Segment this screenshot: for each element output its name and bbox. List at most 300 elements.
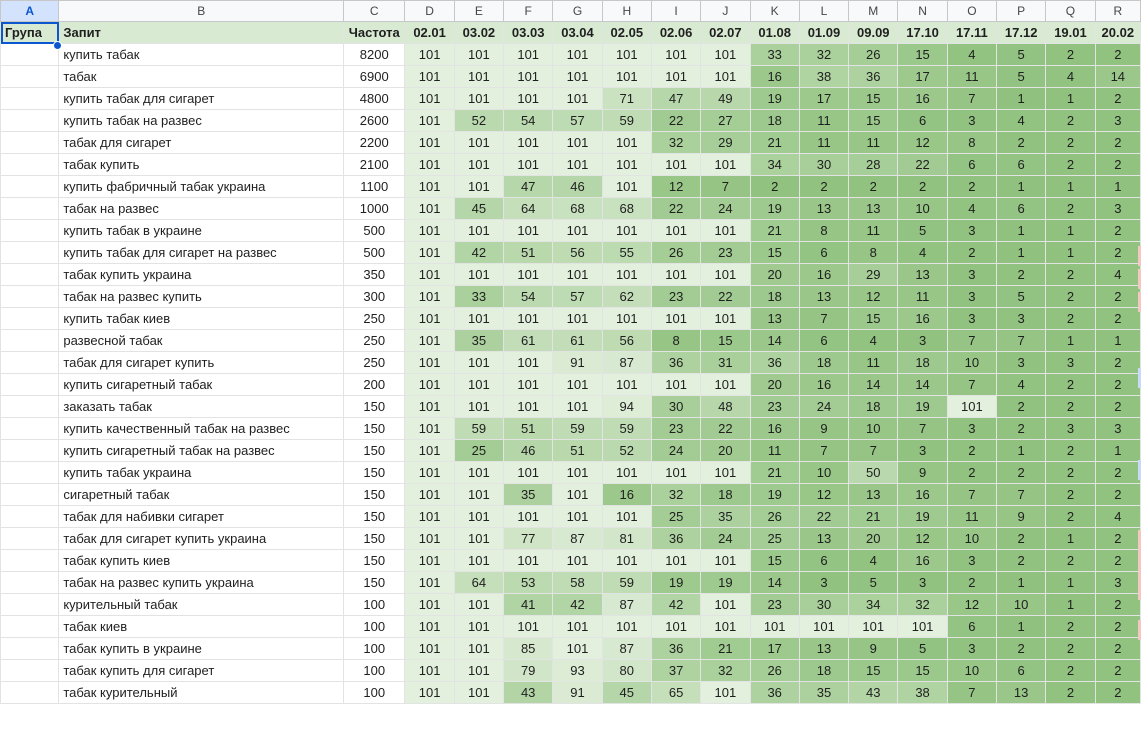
column-header-j[interactable]: J [701,1,750,22]
position-cell[interactable]: 3 [947,418,996,440]
position-cell[interactable]: 42 [553,594,602,616]
position-cell[interactable]: 10 [997,594,1046,616]
position-cell[interactable]: 10 [799,462,848,484]
position-cell[interactable]: 55 [602,242,651,264]
position-cell[interactable]: 12 [898,528,947,550]
position-cell[interactable]: 1 [997,88,1046,110]
position-cell[interactable]: 27 [701,110,750,132]
date-header-cell[interactable]: 17.12 [997,22,1046,44]
position-cell[interactable]: 16 [898,88,947,110]
position-cell[interactable]: 13 [849,484,898,506]
position-cell[interactable]: 10 [947,352,996,374]
position-cell[interactable]: 3 [947,550,996,572]
position-cell[interactable]: 87 [602,638,651,660]
position-cell[interactable]: 32 [898,594,947,616]
position-cell[interactable]: 20 [750,374,799,396]
position-cell[interactable]: 1 [997,242,1046,264]
position-cell[interactable]: 101 [405,44,454,66]
group-cell[interactable] [1,308,59,330]
date-header-cell[interactable]: 01.08 [750,22,799,44]
position-cell[interactable]: 1 [1046,220,1095,242]
query-cell[interactable]: купить качественный табак на развес [59,418,344,440]
frequency-cell[interactable]: 150 [344,528,405,550]
position-cell[interactable]: 101 [405,110,454,132]
position-cell[interactable]: 3 [947,220,996,242]
frequency-cell[interactable]: 100 [344,616,405,638]
position-cell[interactable]: 8 [849,242,898,264]
position-cell[interactable]: 101 [504,550,553,572]
position-cell[interactable]: 101 [898,616,947,638]
frequency-cell[interactable]: 100 [344,660,405,682]
group-cell[interactable] [1,484,59,506]
position-cell[interactable]: 101 [701,594,750,616]
group-cell[interactable] [1,440,59,462]
position-cell[interactable]: 4 [947,44,996,66]
position-cell[interactable]: 32 [651,132,700,154]
group-cell[interactable] [1,594,59,616]
position-cell[interactable]: 101 [405,528,454,550]
position-cell[interactable]: 77 [504,528,553,550]
position-cell[interactable]: 101 [701,66,750,88]
position-cell[interactable]: 45 [454,198,503,220]
position-cell[interactable]: 101 [553,66,602,88]
query-cell[interactable]: купить сигаретный табак на развес [59,440,344,462]
position-cell[interactable]: 101 [454,88,503,110]
position-cell[interactable]: 34 [750,154,799,176]
position-cell[interactable]: 13 [799,198,848,220]
position-cell[interactable]: 23 [651,286,700,308]
position-cell[interactable]: 61 [553,330,602,352]
position-cell[interactable]: 9 [799,418,848,440]
position-cell[interactable]: 101 [405,198,454,220]
position-cell[interactable]: 11 [799,110,848,132]
frequency-cell[interactable]: 150 [344,462,405,484]
position-cell[interactable]: 101 [651,374,700,396]
position-cell[interactable]: 101 [405,264,454,286]
position-cell[interactable]: 101 [651,154,700,176]
position-cell[interactable]: 2 [1095,396,1140,418]
position-cell[interactable]: 101 [553,264,602,286]
query-cell[interactable]: купить фабричный табак украина [59,176,344,198]
position-cell[interactable]: 52 [602,440,651,462]
position-cell[interactable]: 51 [504,418,553,440]
position-cell[interactable]: 2 [1095,286,1140,308]
position-cell[interactable]: 7 [799,308,848,330]
group-cell[interactable] [1,176,59,198]
position-cell[interactable]: 2 [1046,462,1095,484]
position-cell[interactable]: 22 [651,110,700,132]
position-cell[interactable]: 7 [849,440,898,462]
position-cell[interactable]: 101 [405,418,454,440]
query-cell[interactable]: табак для сигарет купить украина [59,528,344,550]
position-cell[interactable]: 101 [504,396,553,418]
position-cell[interactable]: 101 [405,66,454,88]
position-cell[interactable]: 101 [651,308,700,330]
position-cell[interactable]: 101 [553,88,602,110]
position-cell[interactable]: 38 [799,66,848,88]
position-cell[interactable]: 19 [651,572,700,594]
position-cell[interactable]: 2 [849,176,898,198]
position-cell[interactable]: 101 [454,352,503,374]
position-cell[interactable]: 6 [799,550,848,572]
position-cell[interactable]: 101 [651,462,700,484]
position-cell[interactable]: 7 [947,374,996,396]
position-cell[interactable]: 5 [997,44,1046,66]
position-cell[interactable]: 35 [799,682,848,704]
position-cell[interactable]: 35 [504,484,553,506]
position-cell[interactable]: 65 [651,682,700,704]
position-cell[interactable]: 24 [651,440,700,462]
position-cell[interactable]: 101 [405,176,454,198]
position-cell[interactable]: 59 [553,418,602,440]
position-cell[interactable]: 19 [898,506,947,528]
date-header-cell[interactable]: 01.09 [799,22,848,44]
position-cell[interactable]: 12 [947,594,996,616]
position-cell[interactable]: 21 [701,638,750,660]
group-cell[interactable] [1,550,59,572]
position-cell[interactable]: 101 [602,550,651,572]
position-cell[interactable]: 87 [602,594,651,616]
position-cell[interactable]: 62 [602,286,651,308]
position-cell[interactable]: 87 [553,528,602,550]
position-cell[interactable]: 3 [1095,418,1140,440]
frequency-cell[interactable]: 2100 [344,154,405,176]
column-header-f[interactable]: F [504,1,553,22]
frequency-cell[interactable]: 150 [344,418,405,440]
frequency-cell[interactable]: 500 [344,242,405,264]
position-cell[interactable]: 101 [701,264,750,286]
frequency-cell[interactable]: 150 [344,506,405,528]
position-cell[interactable]: 19 [898,396,947,418]
position-cell[interactable]: 16 [602,484,651,506]
position-cell[interactable]: 18 [750,110,799,132]
frequency-cell[interactable]: 2600 [344,110,405,132]
position-cell[interactable]: 101 [602,176,651,198]
position-cell[interactable]: 59 [602,572,651,594]
position-cell[interactable]: 2 [1095,550,1140,572]
frequency-cell[interactable]: 8200 [344,44,405,66]
position-cell[interactable]: 2 [997,462,1046,484]
group-cell[interactable] [1,132,59,154]
frequency-cell[interactable]: 150 [344,484,405,506]
position-cell[interactable]: 101 [504,132,553,154]
column-header-o[interactable]: O [947,1,996,22]
position-cell[interactable]: 101 [454,594,503,616]
position-cell[interactable]: 9 [997,506,1046,528]
position-cell[interactable]: 18 [799,660,848,682]
group-cell[interactable] [1,154,59,176]
position-cell[interactable]: 2 [1046,682,1095,704]
position-cell[interactable]: 2 [1046,616,1095,638]
position-cell[interactable]: 25 [750,528,799,550]
position-cell[interactable]: 20 [849,528,898,550]
position-cell[interactable]: 2 [1095,594,1140,616]
position-cell[interactable]: 101 [651,616,700,638]
position-cell[interactable]: 2 [799,176,848,198]
position-cell[interactable]: 80 [602,660,651,682]
position-cell[interactable]: 32 [799,44,848,66]
frequency-cell[interactable]: 100 [344,638,405,660]
position-cell[interactable]: 101 [405,484,454,506]
position-cell[interactable]: 36 [849,66,898,88]
position-cell[interactable]: 101 [553,374,602,396]
position-cell[interactable]: 20 [701,440,750,462]
position-cell[interactable]: 7 [898,418,947,440]
position-cell[interactable]: 101 [504,264,553,286]
group-cell[interactable] [1,264,59,286]
position-cell[interactable]: 2 [997,418,1046,440]
position-cell[interactable]: 30 [799,594,848,616]
position-cell[interactable]: 101 [454,176,503,198]
position-cell[interactable]: 2 [1095,638,1140,660]
position-cell[interactable]: 15 [849,88,898,110]
position-cell[interactable]: 101 [504,374,553,396]
position-cell[interactable]: 61 [504,330,553,352]
position-cell[interactable]: 101 [602,220,651,242]
position-cell[interactable]: 3 [1046,418,1095,440]
group-cell[interactable] [1,682,59,704]
position-cell[interactable]: 1 [1046,176,1095,198]
position-cell[interactable]: 11 [799,132,848,154]
position-cell[interactable]: 7 [997,484,1046,506]
column-header-p[interactable]: P [997,1,1046,22]
position-cell[interactable]: 1 [1095,176,1140,198]
position-cell[interactable]: 3 [898,572,947,594]
position-cell[interactable]: 43 [849,682,898,704]
position-cell[interactable]: 2 [1095,88,1140,110]
position-cell[interactable]: 101 [701,308,750,330]
position-cell[interactable]: 101 [553,616,602,638]
position-cell[interactable]: 16 [750,418,799,440]
position-cell[interactable]: 31 [701,352,750,374]
position-cell[interactable]: 64 [454,572,503,594]
position-cell[interactable]: 101 [553,484,602,506]
position-cell[interactable]: 2 [1046,132,1095,154]
position-cell[interactable]: 18 [750,286,799,308]
position-cell[interactable]: 36 [651,638,700,660]
position-cell[interactable]: 13 [997,682,1046,704]
position-cell[interactable]: 6 [997,154,1046,176]
group-cell[interactable] [1,374,59,396]
group-cell[interactable] [1,572,59,594]
frequency-cell[interactable]: 150 [344,396,405,418]
position-cell[interactable]: 52 [454,110,503,132]
date-header-cell[interactable]: 09.09 [849,22,898,44]
position-cell[interactable]: 2 [947,176,996,198]
position-cell[interactable]: 11 [947,66,996,88]
position-cell[interactable]: 101 [602,616,651,638]
position-cell[interactable]: 2 [1095,44,1140,66]
frequency-cell[interactable]: 6900 [344,66,405,88]
position-cell[interactable]: 3 [1046,352,1095,374]
group-cell[interactable] [1,198,59,220]
position-cell[interactable]: 101 [454,462,503,484]
position-cell[interactable]: 56 [553,242,602,264]
position-cell[interactable]: 16 [799,264,848,286]
position-cell[interactable]: 101 [454,264,503,286]
group-cell[interactable] [1,88,59,110]
position-cell[interactable]: 1 [997,616,1046,638]
query-cell[interactable]: табак для набивки сигарет [59,506,344,528]
frequency-cell[interactable]: 350 [344,264,405,286]
position-cell[interactable]: 68 [602,198,651,220]
query-cell[interactable]: табак [59,66,344,88]
position-cell[interactable]: 101 [504,66,553,88]
position-cell[interactable]: 19 [750,484,799,506]
position-cell[interactable]: 3 [997,308,1046,330]
query-cell[interactable]: купить сигаретный табак [59,374,344,396]
position-cell[interactable]: 59 [454,418,503,440]
position-cell[interactable]: 101 [405,572,454,594]
position-cell[interactable]: 68 [553,198,602,220]
column-header-e[interactable]: E [454,1,503,22]
position-cell[interactable]: 11 [898,286,947,308]
position-cell[interactable]: 85 [504,638,553,660]
position-cell[interactable]: 2 [1046,506,1095,528]
position-cell[interactable]: 18 [799,352,848,374]
position-cell[interactable]: 101 [701,220,750,242]
position-cell[interactable]: 101 [947,396,996,418]
position-cell[interactable]: 101 [405,638,454,660]
frequency-cell[interactable]: 1000 [344,198,405,220]
position-cell[interactable]: 29 [701,132,750,154]
position-cell[interactable]: 3 [947,308,996,330]
position-cell[interactable]: 101 [504,220,553,242]
column-header-c[interactable]: C [344,1,405,22]
position-cell[interactable]: 2 [947,572,996,594]
position-cell[interactable]: 101 [405,682,454,704]
column-header-a[interactable]: A [1,1,59,22]
position-cell[interactable]: 25 [454,440,503,462]
position-cell[interactable]: 2 [1095,660,1140,682]
position-cell[interactable]: 101 [602,66,651,88]
position-cell[interactable]: 101 [553,638,602,660]
position-cell[interactable]: 3 [1095,572,1140,594]
position-cell[interactable]: 81 [602,528,651,550]
frequency-cell[interactable]: 2200 [344,132,405,154]
position-cell[interactable]: 2 [1095,308,1140,330]
position-cell[interactable]: 1 [1046,88,1095,110]
position-cell[interactable]: 101 [799,616,848,638]
position-cell[interactable]: 5 [997,66,1046,88]
position-cell[interactable]: 43 [504,682,553,704]
position-cell[interactable]: 101 [454,528,503,550]
position-cell[interactable]: 33 [454,286,503,308]
group-cell[interactable] [1,220,59,242]
position-cell[interactable]: 3 [947,638,996,660]
position-cell[interactable]: 16 [799,374,848,396]
position-cell[interactable]: 101 [602,264,651,286]
query-cell[interactable]: развесной табак [59,330,344,352]
position-cell[interactable]: 36 [750,352,799,374]
position-cell[interactable]: 47 [504,176,553,198]
position-cell[interactable]: 15 [898,660,947,682]
position-cell[interactable]: 2 [1046,396,1095,418]
group-cell[interactable] [1,66,59,88]
position-cell[interactable]: 1 [997,572,1046,594]
position-cell[interactable]: 101 [553,220,602,242]
position-cell[interactable]: 2 [1095,132,1140,154]
position-cell[interactable]: 32 [701,660,750,682]
position-cell[interactable]: 23 [750,594,799,616]
position-cell[interactable]: 5 [849,572,898,594]
position-cell[interactable]: 4 [898,242,947,264]
group-cell[interactable] [1,286,59,308]
group-cell[interactable] [1,110,59,132]
position-cell[interactable]: 12 [799,484,848,506]
position-cell[interactable]: 2 [1095,484,1140,506]
position-cell[interactable]: 101 [504,308,553,330]
group-cell[interactable] [1,44,59,66]
position-cell[interactable]: 21 [750,462,799,484]
date-header-cell[interactable]: 03.04 [553,22,602,44]
position-cell[interactable]: 101 [553,308,602,330]
position-cell[interactable]: 41 [504,594,553,616]
position-cell[interactable]: 101 [701,374,750,396]
position-cell[interactable]: 53 [504,572,553,594]
position-cell[interactable]: 101 [602,506,651,528]
position-cell[interactable]: 6 [947,154,996,176]
date-header-cell[interactable]: 03.02 [454,22,503,44]
position-cell[interactable]: 8 [799,220,848,242]
position-cell[interactable]: 15 [849,308,898,330]
position-cell[interactable]: 101 [405,594,454,616]
position-cell[interactable]: 2 [1095,352,1140,374]
position-cell[interactable]: 101 [553,132,602,154]
query-cell[interactable]: табак для сигарет купить [59,352,344,374]
position-cell[interactable]: 37 [651,660,700,682]
position-cell[interactable]: 4 [1095,506,1140,528]
position-cell[interactable]: 3 [997,352,1046,374]
position-cell[interactable]: 59 [602,418,651,440]
position-cell[interactable]: 2 [1095,374,1140,396]
position-cell[interactable]: 35 [454,330,503,352]
position-cell[interactable]: 45 [602,682,651,704]
position-cell[interactable]: 101 [405,396,454,418]
column-header-k[interactable]: K [750,1,799,22]
position-cell[interactable]: 18 [849,396,898,418]
position-cell[interactable]: 4 [849,330,898,352]
query-cell[interactable]: купить табак для сигарет на развес [59,242,344,264]
query-cell[interactable]: купить табак в украине [59,220,344,242]
position-cell[interactable]: 19 [701,572,750,594]
position-cell[interactable]: 15 [750,550,799,572]
position-cell[interactable]: 101 [504,462,553,484]
position-cell[interactable]: 101 [553,396,602,418]
position-cell[interactable]: 3 [1095,198,1140,220]
position-cell[interactable]: 93 [553,660,602,682]
position-cell[interactable]: 101 [504,154,553,176]
position-cell[interactable]: 15 [701,330,750,352]
position-cell[interactable]: 17 [799,88,848,110]
position-cell[interactable]: 101 [405,550,454,572]
position-cell[interactable]: 101 [454,154,503,176]
position-cell[interactable]: 7 [701,176,750,198]
position-cell[interactable]: 54 [504,110,553,132]
position-cell[interactable]: 28 [849,154,898,176]
position-cell[interactable]: 14 [750,572,799,594]
query-cell[interactable]: табак купить киев [59,550,344,572]
position-cell[interactable]: 11 [750,440,799,462]
position-cell[interactable]: 14 [750,330,799,352]
position-cell[interactable]: 101 [701,682,750,704]
position-cell[interactable]: 101 [405,352,454,374]
position-cell[interactable]: 36 [651,352,700,374]
position-cell[interactable]: 12 [898,132,947,154]
position-cell[interactable]: 46 [553,176,602,198]
position-cell[interactable]: 22 [898,154,947,176]
position-cell[interactable]: 101 [454,396,503,418]
